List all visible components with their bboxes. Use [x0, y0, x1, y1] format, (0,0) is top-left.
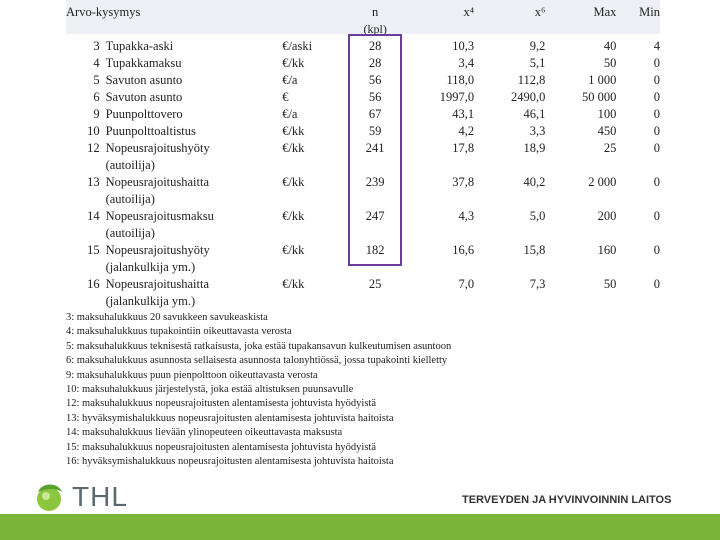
row-x4: 1997,0	[439, 90, 475, 104]
footnote-line: 14: maksuhalukkuus lievään ylinopeuteen oikeuttavasta maksusta	[66, 427, 343, 439]
row-max: 50 000	[582, 90, 617, 104]
row-name	[106, 123, 283, 140]
row-min: 0	[653, 56, 660, 70]
row-x6: 18,9	[523, 141, 546, 155]
row-n: 239	[365, 175, 385, 189]
row-name	[106, 174, 283, 208]
row-number: 10	[87, 124, 100, 138]
footnote-line: 6: maksuhalukkuus asunnosta sellaisesta asunnosta talonyhtiössä, jossa tupakointi kielletty	[66, 355, 448, 367]
row-name	[106, 242, 283, 276]
row-name-line2: (jalankulkija ym.)	[105, 260, 196, 274]
row-name-line1: Puunpolttovero	[105, 107, 183, 121]
header-item: Arvo-kysymys	[66, 5, 141, 19]
row-min: 0	[653, 277, 660, 291]
row-name	[106, 72, 283, 89]
row-x4: 16,6	[452, 243, 475, 257]
row-x6: 7,3	[529, 277, 546, 291]
row-x6: 2490,0	[511, 90, 546, 104]
row-unit: €/aski	[282, 39, 313, 53]
row-name	[106, 276, 283, 310]
row-name-line1: Tupakkamaksu	[105, 56, 182, 70]
row-x4: 10,3	[452, 39, 475, 53]
header-x6: x⁶	[534, 5, 546, 19]
row-unit: €/a	[282, 107, 298, 121]
row-x4: 43,1	[452, 107, 475, 121]
row-n: 247	[365, 209, 385, 223]
row-x6: 15,8	[523, 243, 546, 257]
row-x6: 3,3	[529, 124, 546, 138]
row-name	[106, 55, 283, 72]
footer-green-bar	[0, 514, 720, 540]
row-unit: €/kk	[282, 277, 305, 291]
row-min: 0	[653, 141, 660, 155]
row-max: 160	[597, 243, 617, 257]
thl-logo	[32, 480, 128, 514]
row-unit: €/kk	[282, 141, 305, 155]
row-x4: 4,2	[458, 124, 475, 138]
row-min: 0	[653, 243, 660, 257]
row-n: 28	[368, 39, 382, 53]
row-max: 200	[597, 209, 617, 223]
row-name-line2: (jalankulkija ym.)	[105, 294, 196, 308]
row-number: 4	[93, 56, 100, 70]
row-max: 2 000	[588, 175, 617, 189]
row-x6: 40,2	[523, 175, 546, 189]
row-x4: 37,8	[452, 175, 475, 189]
footnote-line: 16: hyväksymishalukkuus nopeusrajoitusten alentamisesta johtuvista haitoista	[66, 456, 394, 468]
footnote-line: 10: maksuhalukkuus järjestelystä, joka estää altistuksen puunsavulle	[66, 384, 354, 396]
row-x4: 7,0	[458, 277, 475, 291]
row-min: 0	[653, 209, 660, 223]
row-name-line2: (autoilija)	[105, 158, 155, 172]
row-number: 14	[87, 209, 100, 223]
row-name-line1: Nopeusrajoitushaitta	[105, 277, 210, 291]
row-min: 0	[653, 73, 660, 87]
row-number: 5	[93, 73, 100, 87]
row-number: 6	[93, 90, 100, 104]
row-name	[106, 89, 283, 106]
row-name-line1: Nopeusrajoitushaitta	[105, 175, 210, 189]
row-min: 0	[653, 90, 660, 104]
header-min: Min	[639, 5, 660, 19]
row-n: 59	[368, 124, 382, 138]
row-unit: €/kk	[282, 56, 305, 70]
row-max: 40	[603, 39, 617, 53]
row-min: 4	[653, 39, 660, 53]
row-unit: €/kk	[282, 175, 305, 189]
row-unit: €	[282, 90, 289, 104]
row-n: 182	[365, 243, 385, 257]
row-name	[106, 208, 283, 242]
row-n: 28	[368, 56, 382, 70]
row-max: 50	[603, 277, 617, 291]
footnote-line: 3: maksuhalukkuus 20 savukkeen savukeaskista	[66, 312, 268, 323]
table-header-row	[66, 4, 660, 38]
row-n: 56	[368, 90, 382, 104]
row-name-line1: Nopeusrajoitushyöty	[105, 243, 210, 257]
row-number: 13	[87, 175, 100, 189]
row-name-line1: Tupakka-aski	[105, 39, 174, 53]
row-name	[106, 106, 283, 123]
row-unit: €/kk	[282, 124, 305, 138]
row-x4: 3,4	[458, 56, 475, 70]
footnote-line: 4: maksuhalukkuus tupakointiin oikeuttavasta verosta	[66, 326, 292, 338]
row-name	[106, 38, 283, 55]
row-number: 3	[93, 39, 100, 53]
row-unit: €/kk	[282, 243, 305, 257]
row-min: 0	[653, 107, 660, 121]
row-number: 12	[87, 141, 100, 155]
row-x4: 4,3	[458, 209, 475, 223]
row-n: 241	[365, 141, 385, 155]
org-name: TERVEYDEN JA HYVINVOINNIN LAITOS	[462, 494, 672, 506]
row-min: 0	[653, 124, 660, 138]
row-max: 50	[603, 56, 617, 70]
row-max: 450	[597, 124, 617, 138]
row-unit: €/kk	[282, 209, 305, 223]
row-n: 67	[368, 107, 382, 121]
row-number: 16	[87, 277, 100, 291]
header-max: Max	[593, 5, 617, 19]
row-min: 0	[653, 175, 660, 189]
row-x6: 5,0	[529, 209, 546, 223]
thl-leaf-icon	[32, 480, 66, 514]
header-n-sub: (kpl)	[363, 22, 387, 36]
row-number: 15	[87, 243, 100, 257]
header-n-label: n	[372, 5, 379, 19]
logo-text: THL	[72, 481, 128, 512]
row-name-line1: Savuton asunto	[105, 73, 183, 87]
row-x6: 46,1	[523, 107, 546, 121]
row-max: 100	[597, 107, 617, 121]
n-column-highlight	[348, 34, 402, 266]
footnote-line: 12: maksuhalukkuus nopeusrajoitusten alentamisesta johtuvista hyödyistä	[66, 398, 376, 410]
row-x6: 5,1	[529, 56, 546, 70]
row-x4: 17,8	[452, 141, 475, 155]
footnotes	[66, 311, 451, 469]
row-unit: €/a	[282, 73, 298, 87]
footnote-line: 15: maksuhalukkuus nopeusrajoitusten alentamisesta johtuvista hyödyistä	[66, 441, 376, 453]
row-name-line1: Nopeusrajoitusmaksu	[105, 209, 214, 223]
header-n	[344, 4, 407, 38]
row-x6: 112,8	[517, 73, 546, 87]
footnote-line: 9: maksuhalukkuus puun pienpolttoon oikeuttavasta verosta	[66, 369, 318, 381]
header-unit	[282, 4, 343, 38]
row-name-line2: (autoilija)	[105, 192, 155, 206]
table-row	[66, 276, 660, 310]
row-max: 25	[603, 141, 617, 155]
row-n: 25	[368, 277, 382, 291]
row-name-line1: Savuton asunto	[105, 90, 183, 104]
header-x4: x⁴	[463, 5, 475, 19]
row-max: 1 000	[588, 73, 617, 87]
row-x6: 9,2	[529, 39, 546, 53]
row-number: 9	[93, 107, 100, 121]
row-name-line1: Puunpolttoaltistus	[105, 124, 196, 138]
row-x4: 118,0	[446, 73, 475, 87]
footnote-line: 5: maksuhalukkuus teknisestä ratkaisusta, joka estää tupakansavun kulkeutumisen asuntoon	[66, 340, 452, 352]
row-name-line1: Nopeusrajoitushyöty	[105, 141, 210, 155]
footnote-line: 13: hyväksymishalukkuus nopeusrajoitusten alentamisesta johtuvista haitoista	[66, 412, 394, 424]
row-name	[106, 140, 283, 174]
row-name-line2: (autoilija)	[105, 226, 155, 240]
row-n: 56	[368, 73, 382, 87]
